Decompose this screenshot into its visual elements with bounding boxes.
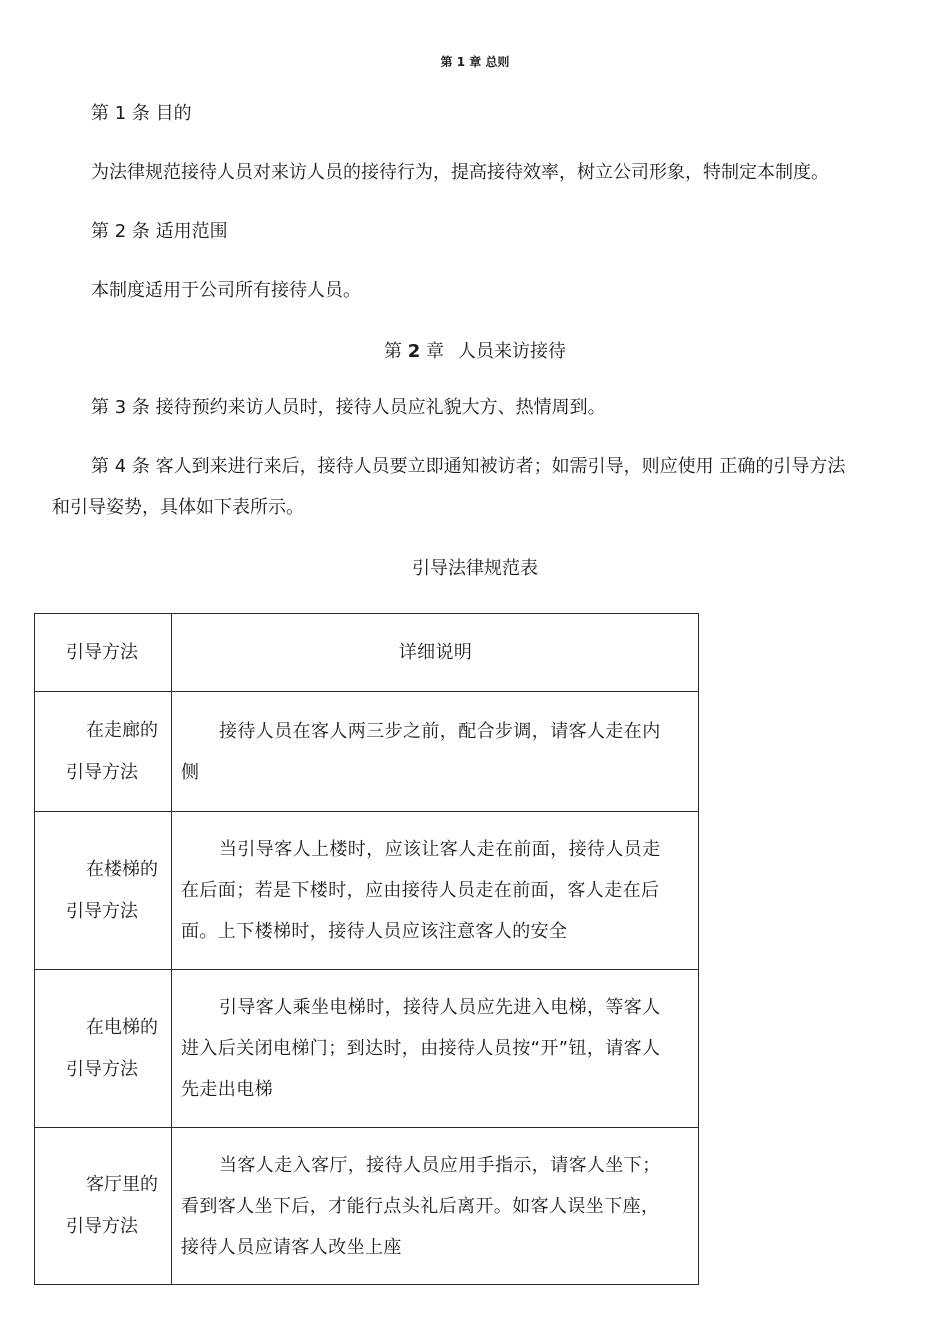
method-line-1: 在电梯的	[86, 1016, 158, 1038]
description-line: 接待人员应请客人改坐上座	[181, 1236, 402, 1258]
method-cell	[35, 1128, 172, 1285]
article-2-text: 本制度适用于公司所有接待人员。	[91, 280, 361, 301]
method-line-1: 客厅里的	[86, 1174, 158, 1195]
description-cell	[172, 970, 699, 1128]
description-line	[181, 1145, 690, 1186]
method-cell	[35, 970, 172, 1128]
article-4-line-1: 第 4 条 客人到来进行来后，接待人员要立即通知被访者；如需引导，则应使用 正确的引导方法	[91, 456, 846, 477]
table-row	[35, 1128, 699, 1285]
description-line: 面。上下楼梯时，接待人员应该注意客人的安全	[181, 921, 568, 942]
table-row	[35, 692, 699, 812]
chapter-2-title	[0, 337, 950, 363]
guide-table	[34, 613, 699, 1285]
description-line: 先走出电梯	[181, 1079, 273, 1100]
table-title: 引导法律规范表	[412, 558, 538, 579]
header-method: 引导方法	[35, 614, 172, 692]
description-line: 进入后关闭电梯门；到达时，由接待人员按“开”钮，请客人	[181, 1038, 661, 1059]
description-cell	[172, 1128, 699, 1285]
method-cell	[35, 812, 172, 970]
article-1-text: 为法律规范接待人员对来访人员的接待行为，提高接待效率，树立公司形象，特制定本制度。	[91, 162, 829, 183]
method-line-2: 引导方法	[66, 1058, 138, 1080]
article-2-heading: 第 2 条 适用范围	[91, 221, 228, 242]
table-row	[35, 812, 699, 970]
description-text: 当客人走入客厅，接待人员应用手指示，请客人坐下；	[219, 1154, 661, 1176]
description-cell	[172, 692, 699, 812]
chapter-2-prefix: 第	[384, 341, 402, 362]
article-4-line-2: 和引导姿势，具体如下表所示。	[52, 497, 304, 518]
header-description: 详细说明	[172, 614, 699, 692]
chapter-1-title: 第 1 章 总则	[440, 55, 510, 69]
chapter-2-name: 人员来访接待	[458, 341, 566, 362]
method-line-1: 在楼梯的	[86, 858, 158, 880]
description-line: 看到客人坐下后，才能行点头礼后离开。如客人误坐下座，	[181, 1195, 660, 1217]
description-text: 接待人员在客人两三步之前，配合步调，请客人走在内	[219, 720, 661, 742]
description-line	[181, 987, 690, 1028]
description-text: 当引导客人上楼时，应该让客人走在前面，接待人员走	[219, 839, 661, 860]
description-cell	[172, 812, 699, 970]
method-line-2: 引导方法	[66, 761, 138, 783]
description-text: 引导客人乘坐电梯时，接待人员应先进入电梯，等客人	[219, 997, 661, 1018]
table-header-row	[35, 614, 699, 692]
article-1-heading: 第 1 条 目的	[91, 103, 192, 124]
chapter-2-suffix: 章	[426, 341, 444, 362]
table-row	[35, 970, 699, 1128]
method-line-2: 引导方法	[66, 900, 138, 922]
description-line	[181, 829, 690, 870]
description-line: 在后面；若是下楼时，应由接待人员走在前面，客人走在后	[181, 880, 660, 901]
method-line-2: 引导方法	[66, 1216, 138, 1237]
method-cell	[35, 692, 172, 812]
article-3-text: 第 3 条 接待预约来访人员时，接待人员应礼貌大方、热情周到。	[91, 397, 606, 418]
description-line: 侧	[181, 761, 200, 783]
description-line	[181, 711, 690, 752]
chapter-2-number: 2	[407, 341, 421, 362]
method-line-1: 在走廊的	[86, 719, 158, 741]
